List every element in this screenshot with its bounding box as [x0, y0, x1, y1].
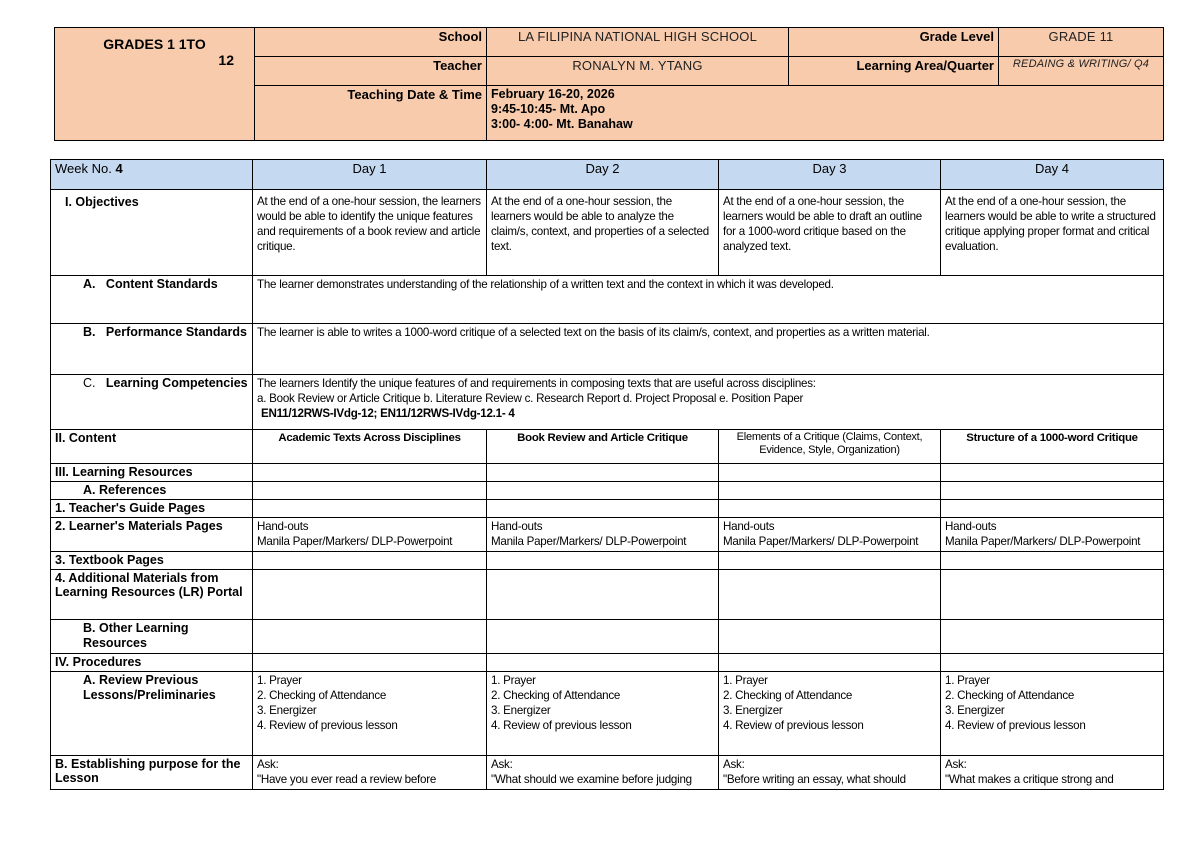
competencies-codes: EN11/12RWS-IVdg-12; EN11/12RWS-IVdg-12.1- 4	[261, 407, 515, 420]
content-standards-letter: A.	[83, 277, 96, 291]
content-standards-text: Content Standards	[105, 277, 218, 291]
review-item: 3. Energizer	[723, 704, 783, 717]
establishing-purpose-label: B. Establishing purpose for the Lesson	[51, 756, 253, 790]
week-label: Week No.	[55, 161, 112, 176]
purpose-question: "What makes a critique strong and	[945, 773, 1114, 786]
purpose-day-2	[487, 756, 719, 790]
empty-cell	[719, 552, 941, 570]
review-item: 2. Checking of Attendance	[257, 689, 387, 702]
empty-cell	[487, 482, 719, 500]
additional-materials-label: 4. Additional Materials from Learning Resources (LR) Portal	[51, 570, 253, 620]
purpose-day-3	[719, 756, 941, 790]
empty-cell	[941, 464, 1164, 482]
textbook-pages-label: 3. Textbook Pages	[51, 552, 253, 570]
week-number-cell	[51, 160, 253, 190]
learning-competencies-label	[51, 375, 253, 430]
day-1-header: Day 1	[253, 160, 487, 190]
school-label: School	[255, 28, 487, 57]
grades-brand-cell	[55, 28, 255, 141]
learning-area-value: REDAING & WRITING/ Q4	[999, 57, 1164, 86]
empty-cell	[719, 500, 941, 518]
materials-text: Manila Paper/Markers/ DLP-Powerpoint	[723, 535, 919, 548]
time-line-mt-apo: 9:45-10:45- Mt. Apo	[491, 102, 606, 116]
competencies-line-2: a. Book Review or Article Critique b. Literature Review c. Research Report d. Project Proposal e. Position Paper	[257, 392, 804, 405]
empty-cell	[719, 464, 941, 482]
date-line: February 16-20, 2026	[491, 87, 615, 101]
brand-line-2: 12	[218, 52, 234, 68]
objective-day-4: At the end of a one-hour session, the learners would be able to write a structured critique applying proper format and critical evaluation.	[941, 190, 1164, 276]
teaching-date-label: Teaching Date & Time	[255, 86, 487, 141]
empty-cell	[253, 620, 487, 654]
learning-competencies-value	[253, 375, 1164, 430]
purpose-question: "What should we examine before judging	[491, 773, 692, 786]
learners-materials-day-2	[487, 518, 719, 552]
empty-cell	[487, 464, 719, 482]
grade-level-value: GRADE 11	[999, 28, 1164, 57]
review-item: 4. Review of previous lesson	[491, 719, 632, 732]
ask-label: Ask:	[723, 758, 745, 771]
teaching-date-value	[487, 86, 1164, 141]
empty-cell	[941, 570, 1164, 620]
week-number: 4	[115, 161, 123, 176]
content-label: II. Content	[51, 430, 253, 464]
review-item: 1. Prayer	[945, 674, 990, 687]
empty-cell	[719, 482, 941, 500]
empty-cell	[941, 620, 1164, 654]
content-standards-label	[51, 276, 253, 324]
empty-cell	[941, 552, 1164, 570]
review-item: 3. Energizer	[945, 704, 1005, 717]
review-day-1	[253, 672, 487, 756]
review-day-3	[719, 672, 941, 756]
teacher-value: RONALYN M. YTANG	[487, 57, 789, 86]
lesson-plan-table	[50, 159, 1164, 790]
empty-cell	[487, 500, 719, 518]
header-info-table	[54, 27, 1164, 141]
empty-cell	[253, 654, 487, 672]
review-item: 3. Energizer	[257, 704, 317, 717]
brand-line-1: GRADES 1 1TO	[103, 36, 206, 52]
purpose-question: "Have you ever read a review before	[257, 773, 437, 786]
objective-day-2: At the end of a one-hour session, the learners would be able to analyze the claim/s, context, and properties of a selected text.	[487, 190, 719, 276]
handouts-text: Hand-outs	[491, 520, 543, 533]
review-item: 2. Checking of Attendance	[723, 689, 853, 702]
learners-materials-day-3	[719, 518, 941, 552]
learners-materials-label: 2. Learner's Materials Pages	[51, 518, 253, 552]
other-resources-text: B. Other Learning Resources	[83, 621, 189, 650]
materials-text: Manila Paper/Markers/ DLP-Powerpoint	[945, 535, 1141, 548]
content-topic-day-3: Elements of a Critique (Claims, Context, Evidence, Style, Organization)	[719, 430, 941, 464]
performance-standards-value: The learner is able to writes a 1000-word critique of a selected text on the basis of its claim/s, context, and properties as a written material.	[253, 324, 1164, 375]
review-item: 1. Prayer	[491, 674, 536, 687]
review-item: 1. Prayer	[723, 674, 768, 687]
empty-cell	[487, 620, 719, 654]
learners-materials-day-1	[253, 518, 487, 552]
day-3-header: Day 3	[719, 160, 941, 190]
review-item: 1. Prayer	[257, 674, 302, 687]
review-lessons-label	[51, 672, 253, 756]
competencies-line-1: The learners Identify the unique features of and requirements in composing texts that are useful across disciplines:	[257, 377, 816, 390]
performance-standards-letter: B.	[83, 325, 96, 339]
review-item: 2. Checking of Attendance	[491, 689, 621, 702]
empty-cell	[253, 482, 487, 500]
empty-cell	[253, 552, 487, 570]
empty-cell	[487, 570, 719, 620]
empty-cell	[719, 570, 941, 620]
review-item: 4. Review of previous lesson	[723, 719, 864, 732]
objective-day-3: At the end of a one-hour session, the learners would be able to draft an outline for a 1000-word critique based on the analyzed text.	[719, 190, 941, 276]
materials-text: Manila Paper/Markers/ DLP-Powerpoint	[257, 535, 453, 548]
learning-competencies-letter: C.	[83, 376, 96, 390]
empty-cell	[253, 500, 487, 518]
empty-cell	[487, 552, 719, 570]
empty-cell	[941, 482, 1164, 500]
learners-materials-day-4	[941, 518, 1164, 552]
teacher-label: Teacher	[255, 57, 487, 86]
empty-cell	[941, 654, 1164, 672]
empty-cell	[941, 500, 1164, 518]
purpose-question: "Before writing an essay, what should	[723, 773, 906, 786]
ask-label: Ask:	[257, 758, 279, 771]
review-day-2	[487, 672, 719, 756]
purpose-day-4	[941, 756, 1164, 790]
purpose-day-1	[253, 756, 487, 790]
learning-area-label: Learning Area/Quarter	[789, 57, 999, 86]
grade-level-label: Grade Level	[789, 28, 999, 57]
handouts-text: Hand-outs	[945, 520, 997, 533]
objective-day-1: At the end of a one-hour session, the learners would be able to identify the unique features and requirements of a book review and article critique.	[253, 190, 487, 276]
learning-resources-label: III. Learning Resources	[51, 464, 253, 482]
review-item: 3. Energizer	[491, 704, 551, 717]
time-line-mt-banahaw: 3:00- 4:00- Mt. Banahaw	[491, 117, 633, 131]
ask-label: Ask:	[945, 758, 967, 771]
review-item: 4. Review of previous lesson	[945, 719, 1086, 732]
references-label: A. References	[51, 482, 253, 500]
empty-cell	[487, 654, 719, 672]
day-4-header: Day 4	[941, 160, 1164, 190]
content-topic-day-1: Academic Texts Across Disciplines	[253, 430, 487, 464]
review-day-4	[941, 672, 1164, 756]
performance-standards-label	[51, 324, 253, 375]
ask-label: Ask:	[491, 758, 513, 771]
content-topic-day-4: Structure of a 1000-word Critique	[941, 430, 1164, 464]
procedures-label: IV. Procedures	[51, 654, 253, 672]
empty-cell	[719, 654, 941, 672]
learning-competencies-text: Learning Competencies	[105, 376, 248, 390]
empty-cell	[253, 570, 487, 620]
performance-standards-text: Performance Standards	[105, 325, 247, 339]
handouts-text: Hand-outs	[257, 520, 309, 533]
content-standards-value: The learner demonstrates understanding of the relationship of a written text and the context in which it was developed.	[253, 276, 1164, 324]
school-value: LA FILIPINA NATIONAL HIGH SCHOOL	[487, 28, 789, 57]
day-2-header: Day 2	[487, 160, 719, 190]
other-resources-label	[51, 620, 253, 654]
objectives-label: I. Objectives	[51, 190, 253, 276]
empty-cell	[719, 620, 941, 654]
content-topic-day-2: Book Review and Article Critique	[487, 430, 719, 464]
review-lessons-text: A. Review Previous Lessons/Preliminaries	[83, 673, 216, 702]
empty-cell	[253, 464, 487, 482]
teachers-guide-label: 1. Teacher's Guide Pages	[51, 500, 253, 518]
handouts-text: Hand-outs	[723, 520, 775, 533]
materials-text: Manila Paper/Markers/ DLP-Powerpoint	[491, 535, 687, 548]
review-item: 2. Checking of Attendance	[945, 689, 1075, 702]
review-item: 4. Review of previous lesson	[257, 719, 398, 732]
